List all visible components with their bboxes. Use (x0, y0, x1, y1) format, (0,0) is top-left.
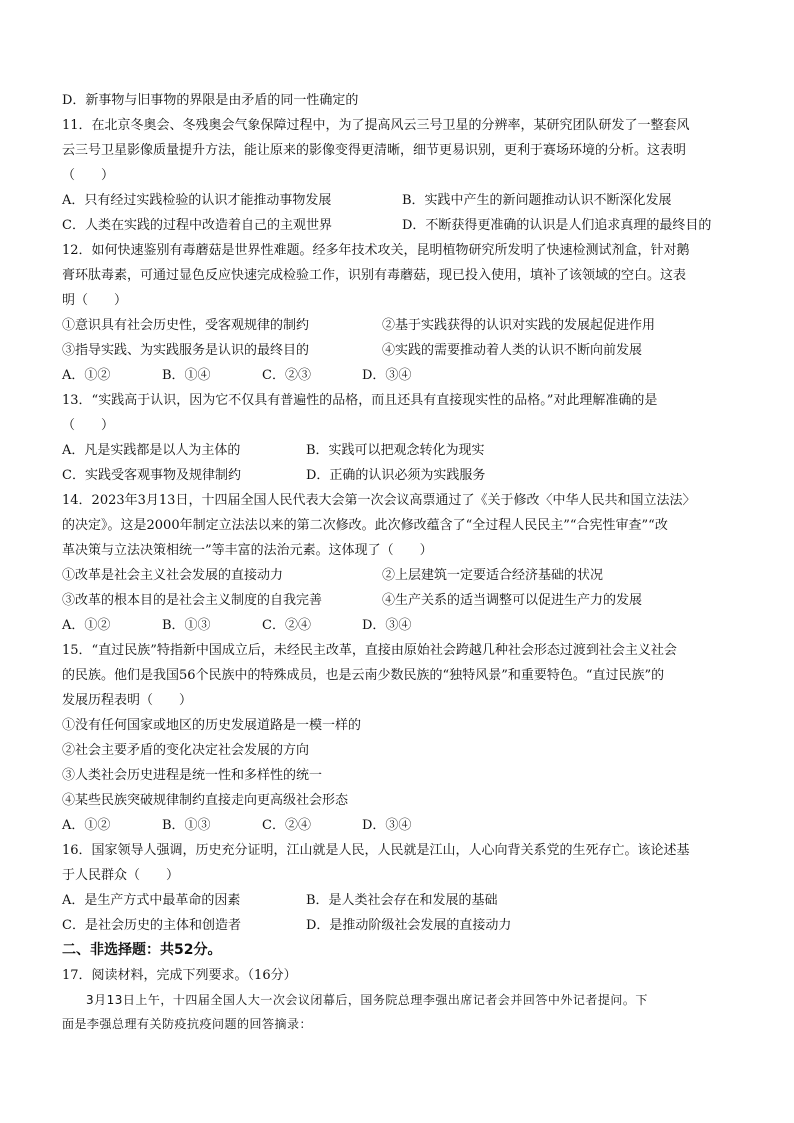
question-13 (62, 388, 742, 488)
question-16 (62, 838, 742, 938)
q12-option-b: B．①④ (162, 368, 211, 383)
q11-options-cd (62, 213, 742, 238)
section-2-title: 二、非选择题：共52分。 (62, 942, 222, 958)
q16-option-b: B．是人类社会存在和发展的基础 (306, 893, 498, 908)
q12-stem-line-3: 明（ ） (62, 293, 128, 308)
q13-option-b: B．实践可以把观念转化为现实 (306, 443, 485, 458)
q14-option-b: B．①③ (162, 618, 211, 633)
q14-stem-line-1: 14．2023年3月13日，十四届全国人民代表大会第一次会议高票通过了《关于修改〈中华人民共和国立法法〉 (62, 493, 696, 508)
q16-option-d: D．是推动阶级社会发展的直接动力 (306, 918, 512, 933)
q15-statement-1: ①没有任何国家或地区的历史发展道路是一模一样的 (62, 718, 362, 733)
q12-statement-3: ③指导实践、为实践服务是认识的最终目的 (62, 343, 310, 358)
q14-statements-12 (62, 563, 742, 588)
question-12 (62, 238, 742, 388)
q11-option-a: A．只有经过实践检验的认识才能推动事物发展 (62, 193, 332, 208)
q15-option-c: C．②④ (262, 818, 311, 833)
q13-stem-line-1: 13．“实践高于认识，因为它不仅具有普遍性的品格，而且还具有直接现实性的品格。”对此理解准确的是 (62, 393, 658, 408)
q15-statement-3: ③人类社会历史进程是统一性和多样性的统一 (62, 768, 323, 783)
q13-option-a: A．凡是实践都是以人为主体的 (62, 443, 241, 458)
q11-option-c: C．人类在实践的过程中改造着自己的主观世界 (62, 218, 332, 233)
q16-option-c: C．是社会历史的主体和创造者 (62, 918, 241, 933)
q17-material-line-1: 3月13日上午，十四届全国人大一次会议闭幕后，国务院总理李强出席记者会并回答中外记者提问。下 (86, 993, 648, 1007)
q17-stem: 17．阅读材料，完成下列要求。（16分） (62, 968, 297, 983)
q16-stem-line-2: 于人民群众（ ） (62, 868, 180, 883)
q13-options-cd (62, 463, 742, 488)
question-17 (62, 963, 742, 1036)
q12-option-d: D．③④ (362, 368, 412, 383)
q16-options-cd (62, 913, 742, 938)
question-14 (62, 488, 742, 638)
q11-stem-line-2: 云三号卫星影像质量提升方法，能让原来的影像变得更清晰，细节更易识别，更利于赛场环境的分析。这表明 (62, 143, 687, 158)
q11-stem-line-3: （ ） (62, 168, 115, 183)
q13-options-ab (62, 438, 742, 463)
q14-options (62, 613, 742, 638)
q14-statement-3: ③改革的根本目的是社会主义制度的自我完善 (62, 593, 323, 608)
q13-stem-line-2: （ ） (62, 418, 115, 433)
q12-stem-line-1: 12．如何快速鉴别有毒蘑菇是世界性难题。经多年技术攻关，昆明植物研究所发明了快速检测试剂盒，针对鹅 (62, 243, 690, 258)
q14-stem-line-3: 革决策与立法决策相统一”等丰富的法治元素。这体现了（ ） (62, 543, 433, 558)
q11-options-ab (62, 188, 742, 213)
q12-option-c: C．②③ (262, 368, 311, 383)
q15-option-b: B．①③ (162, 818, 211, 833)
q14-statement-4: ④生产关系的适当调整可以促进生产力的发展 (382, 593, 643, 608)
q12-stem-line-2: 膏环肽毒素，可通过显色反应快速完成检验工作，识别有毒蘑菇，现已投入使用，填补了该领域的空白。这表 (62, 268, 687, 283)
q14-stem-line-2: 的决定》。这是2000年制定立法法以来的第二次修改。此次修改蕴含了“全过程人民民主”“合宪性审查”“改 (62, 518, 668, 533)
q13-option-d: D．正确的认识必须为实践服务 (306, 468, 486, 483)
q15-stem-line-3: 发展历程表明（ ） (62, 693, 193, 708)
q14-statement-1: ①改革是社会主义社会发展的直接动力 (62, 568, 284, 583)
q16-option-a: A．是生产方式中最革命的因素 (62, 893, 241, 908)
exam-page (62, 88, 742, 1036)
q15-option-a: A．①② (62, 818, 111, 833)
q15-stem-line-1: 15．“直过民族”特指新中国成立后，未经民主改革，直接由原始社会跨越几种社会形态过渡到社会主义社会 (62, 643, 677, 658)
q14-statement-2: ②上层建筑一定要适合经济基础的状况 (382, 568, 604, 583)
q14-statements-34 (62, 588, 742, 613)
question-11 (62, 113, 742, 238)
q15-statement-2: ②社会主要矛盾的变化决定社会发展的方向 (62, 743, 310, 758)
q17-material-line-2: 面是李强总理有关防疫抗疫问题的回答摘录： (62, 1017, 313, 1031)
q10-option-d: D．新事物与旧事物的界限是由矛盾的同一性确定的 (62, 93, 359, 108)
question-15 (62, 638, 742, 838)
q15-statement-4: ④某些民族突破规律制约直接走向更高级社会形态 (62, 793, 349, 808)
q16-options-ab (62, 888, 742, 913)
q14-option-d: D．③④ (362, 618, 412, 633)
q12-statement-1: ①意识具有社会历史性，受客观规律的制约 (62, 318, 310, 333)
q12-statements-34 (62, 338, 742, 363)
q16-stem-line-1: 16．国家领导人强调，历史充分证明，江山就是人民，人民就是江山，人心向背关系党的生死存亡。该论述基 (62, 843, 690, 858)
q12-statements-12 (62, 313, 742, 338)
q12-options (62, 363, 742, 388)
q11-stem-line-1: 11．在北京冬奥会、冬残奥会气象保障过程中，为了提高风云三号卫星的分辨率，某研究团队研发了一整套风 (62, 118, 690, 133)
q13-option-c: C．实践受客观事物及规律制约 (62, 468, 241, 483)
q14-option-c: C．②④ (262, 618, 311, 633)
q11-option-b: B．实践中产生的新问题推动认识不断深化发展 (402, 193, 672, 208)
q14-option-a: A．①② (62, 618, 111, 633)
q15-option-d: D．③④ (362, 818, 412, 833)
q15-options (62, 813, 742, 838)
q12-statement-2: ②基于实践获得的认识对实践的发展起促进作用 (382, 318, 656, 333)
q15-stem-line-2: 的民族。他们是我国56个民族中的特殊成员，也是云南少数民族的“独特风景”和重要特色。“直过民族”的 (62, 668, 665, 683)
q12-statement-4: ④实践的需要推动着人类的认识不断向前发展 (382, 343, 643, 358)
q12-option-a: A．①② (62, 368, 111, 383)
q11-option-d: D．不断获得更准确的认识是人们追求真理的最终目的 (402, 218, 712, 233)
